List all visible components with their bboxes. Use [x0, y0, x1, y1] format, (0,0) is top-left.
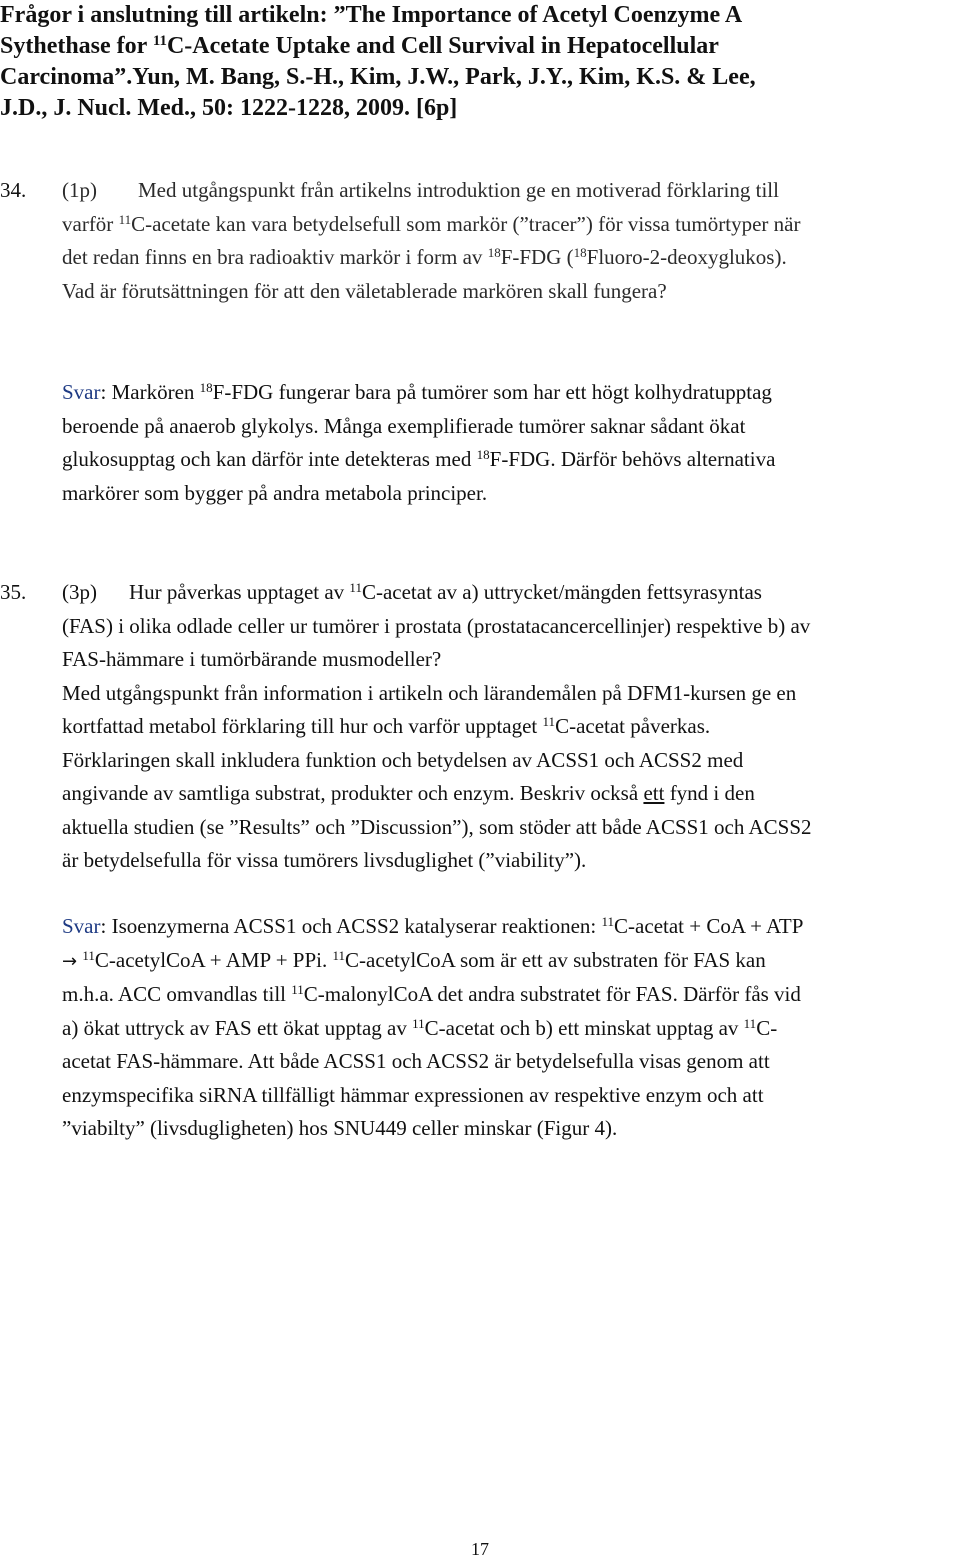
page-number: 17	[471, 1539, 489, 1559]
question-line: angivande av samtliga substrat, produkter och enzym. Beskriv också ett fynd i den	[62, 781, 755, 805]
question-line: Förklaringen skall inkludera funktion och betydelsen av ACSS1 och ACSS2 med	[62, 747, 744, 772]
question-line: Med utgångspunkt från information i artikeln och lärandemålen på DFM1-kursen ge en	[62, 680, 797, 705]
answer-line: glukosupptag och kan därför inte detekteras med $^{18}$F-FDG. Därför behövs alternativa	[62, 446, 776, 471]
answer-label: Svar	[62, 380, 101, 404]
answer-line: a) ökat uttryck av FAS ett ökat upptag av $^{11}$C-acetat och b) ett minskat upptag av $^{11}$C-	[62, 1015, 778, 1040]
heading-line: Frågor i anslutning till artikeln: ”The Importance of Acetyl Coenzyme A	[0, 2, 743, 28]
question-line: FAS-hämmare i tumörbärande musmodeller?	[62, 647, 442, 671]
question-line: är betydelsefulla för vissa tumörers livsduglighet (”viability”).	[62, 848, 587, 872]
answer-line: Svar: Isoenzymerna ACSS1 och ACSS2 katalyserar reaktionen: $^{11}$C-acetat + CoA + ATP	[62, 913, 804, 938]
question-points: (3p)	[62, 580, 97, 604]
underlined-word: ett	[643, 781, 665, 805]
answer-35	[62, 910, 957, 1146]
question-35	[62, 576, 957, 878]
answer-34	[62, 376, 957, 510]
answer-line: beroende på anaerob glykolys. Många exemplifierade tumörer saknar sådant ökat	[62, 413, 746, 438]
question-line: (FAS) i olika odlade celler ur tumörer i prostata (prostatacancercellinjer) respektive b) av	[62, 613, 811, 638]
answer-line: ”viabilty” (livsdugligheten) hos SNU449 celler minskar (Figur 4).	[62, 1116, 618, 1140]
question-35-number: 35.	[0, 580, 27, 604]
answer-line: → $^{11}$C-acetylCoA + AMP + PPi. $^{11}$C-acetylCoA som är ett av substraten för FAS kan	[62, 947, 766, 972]
question-points: (1p)	[62, 178, 97, 202]
answer-line: m.h.a. ACC omvandlas till $^{11}$C-malonylCoA det andra substratet för FAS. Därför fås vid	[62, 981, 801, 1006]
heading-line: Sythethase for $^{11}$C-Acetate Uptake and Cell Survival in Hepatocellular	[0, 32, 719, 59]
answer-line: Svar: Markören $^{18}$F-FDG fungerar bara på tumörer som har ett högt kolhydratupptag	[62, 379, 772, 404]
question-line: aktuella studien (se ”Results” och ”Discussion”), som stöder att både ACSS1 och ACSS2	[62, 814, 812, 839]
document-heading	[0, 0, 950, 124]
answer-line: enzymspecifika siRNA tillfälligt hämmar expressionen av respektive enzym och att	[62, 1082, 764, 1107]
heading-line: Carcinoma”.Yun, M. Bang, S.-H., Kim, J.W., Park, J.Y., Kim, K.S. & Lee,	[0, 64, 756, 90]
question-34-number: 34.	[0, 178, 27, 202]
question-line: det redan finns en bra radioaktiv markör i form av $^{18}$F-FDG ($^{18}$Fluoro-2-deoxyglukos).	[62, 244, 787, 269]
answer-line: acetat FAS-hämmare. Att både ACSS1 och ACSS2 är betydelsefulla visas genom att	[62, 1049, 770, 1073]
question-34	[62, 174, 957, 308]
question-line: Vad är förutsättningen för att den väletablerade markören skall fungera?	[62, 278, 667, 303]
answer-label: Svar	[62, 914, 101, 938]
heading-line: J.D., J. Nucl. Med., 50: 1222-1228, 2009. [6p]	[0, 95, 458, 121]
question-line: (3p) Hur påverkas upptaget av $^{11}$C-acetat av a) uttrycket/mängden fettsyrasyntas	[62, 576, 957, 610]
question-line: varför $^{11}$C-acetate kan vara betydelsefull som markör (”tracer”) för vissa tumörtyper när	[62, 211, 801, 236]
answer-line: markörer som bygger på andra metabola principer.	[62, 480, 488, 505]
question-line: (1p) Med utgångspunkt från artikelns introduktion ge en motiverad förklaring till	[62, 174, 957, 208]
question-line: kortfattad metabol förklaring till hur och varför upptaget $^{11}$C-acetat påverkas.	[62, 713, 711, 738]
arrow-right-icon: →	[62, 950, 78, 972]
